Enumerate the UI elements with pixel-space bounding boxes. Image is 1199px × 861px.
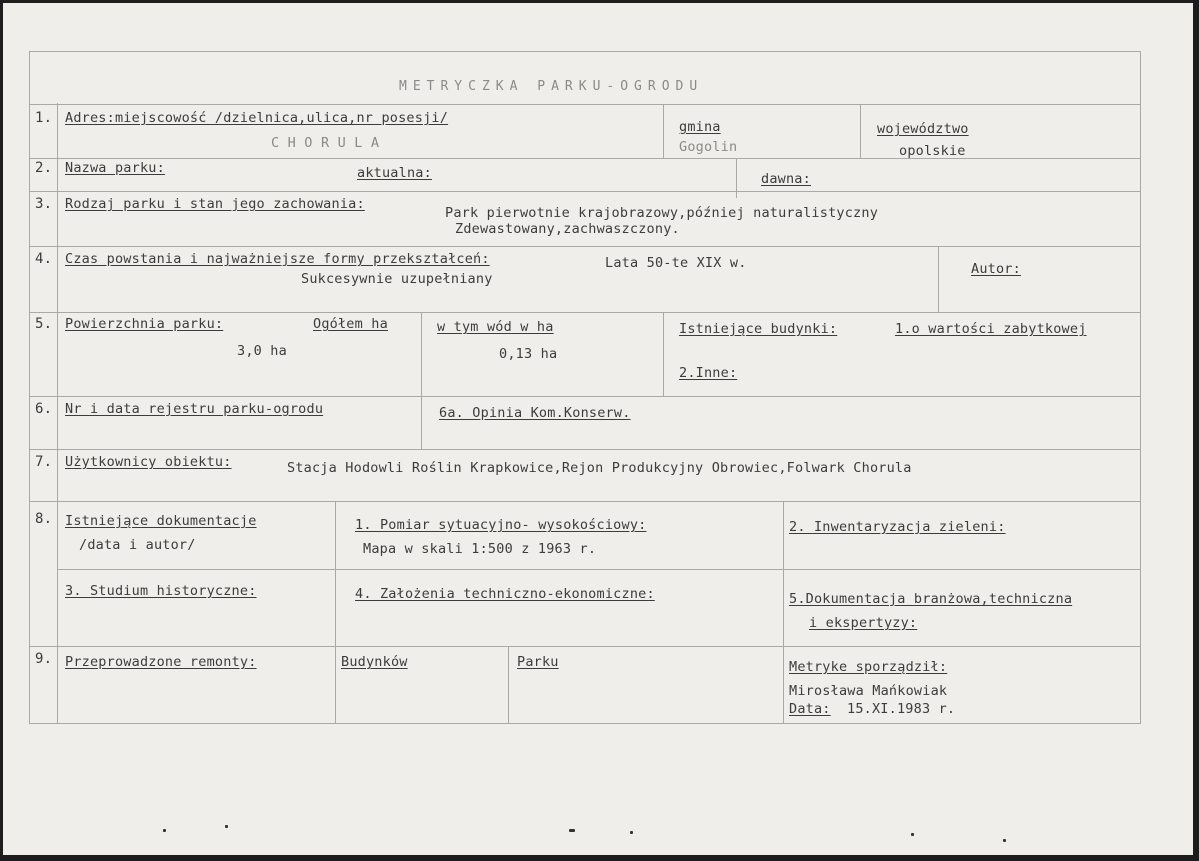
rule <box>783 501 784 723</box>
row-number: 3. <box>35 196 53 212</box>
branch-docs-label: 5.Dokumentacja branżowa,techniczna <box>789 591 1073 607</box>
date-value: 15.XI.1983 r. <box>847 701 956 717</box>
row-number: 7. <box>35 454 53 470</box>
survey-label: 1. Pomiar sytuacyjno- wysokościowy: <box>355 517 647 533</box>
assumptions-label: 4. Założenia techniczno-ekonomiczne: <box>355 586 655 602</box>
users-value: Stacja Hodowli Roślin Krapkowice,Rejon Produkcyjny Obrowiec,Folwark Chorula <box>287 460 912 476</box>
row-number: 1. <box>35 110 53 126</box>
total-area-label: Ogółem ha <box>313 316 388 332</box>
rule <box>860 104 861 158</box>
buildings-column-label: Budynków <box>341 654 408 670</box>
speck <box>911 833 914 836</box>
rule <box>736 158 737 198</box>
rule <box>335 501 336 723</box>
rule <box>29 191 1141 192</box>
rule <box>29 158 1141 159</box>
other-buildings-label: 2.Inne: <box>679 365 738 381</box>
rule <box>29 51 1141 52</box>
rule <box>29 501 1141 502</box>
rule <box>29 104 1141 105</box>
rule <box>29 246 1141 247</box>
period-value: Lata 50-te XIX w. <box>605 255 747 271</box>
rule <box>29 51 30 723</box>
speck <box>630 831 633 834</box>
park-type-label: Rodzaj parku i stan jego zachowania: <box>65 196 365 212</box>
water-area-label: w tym wód w ha <box>437 319 554 335</box>
documentation-label: Istniejące dokumentacje <box>65 513 257 529</box>
rule <box>29 312 1141 313</box>
form-title: METRYCZKA PARKU-OGRODU <box>399 79 704 94</box>
row-number: 9. <box>35 651 53 667</box>
speck <box>1003 839 1006 842</box>
register-label: Nr i data rejestru parku-ogrodu <box>65 401 324 417</box>
documentation-sub: /data i autor/ <box>79 537 196 553</box>
expertise-label: i ekspertyzy: <box>809 615 918 631</box>
total-area-value: 3,0 ha <box>237 343 287 359</box>
rule <box>663 104 664 158</box>
row-number: 8. <box>35 511 53 527</box>
survey-value: Mapa w skali 1:500 z 1963 r. <box>363 541 597 557</box>
rule <box>1140 51 1141 723</box>
rule <box>29 396 1141 397</box>
period-label: Czas powstania i najważniejsze formy przekształceń: <box>65 251 490 267</box>
period-note: Sukcesywnie uzupełniany <box>301 271 493 287</box>
preparer-name: Mirosława Mańkowiak <box>789 683 948 699</box>
row-number: 6. <box>35 401 53 417</box>
users-label: Użytkownicy obiektu: <box>65 454 232 470</box>
conservator-opinion-label: 6a. Opinia Kom.Konserw. <box>439 405 631 421</box>
repairs-label: Przeprowadzone remonty: <box>65 654 257 670</box>
current-name-label: aktualna: <box>357 165 432 181</box>
water-area-value: 0,13 ha <box>499 346 558 362</box>
rule <box>938 246 939 312</box>
date-label: Data: <box>789 701 831 717</box>
inventory-label: 2. Inwentaryzacja zieleni: <box>789 519 1006 535</box>
rule <box>508 646 509 723</box>
row-number: 4. <box>35 251 53 267</box>
buildings-label: Istniejące budynki: <box>679 321 838 337</box>
park-column-label: Parku <box>517 654 559 670</box>
park-type-value: Park pierwotnie krajobrazowy,później naturalistyczny <box>445 205 879 221</box>
row-number: 5. <box>35 316 53 332</box>
speck <box>569 829 575 832</box>
speck <box>225 825 228 828</box>
rule <box>663 312 664 396</box>
rule <box>29 449 1141 450</box>
prepared-by-label: Metryke sporządził: <box>789 659 948 675</box>
author-label: Autor: <box>971 261 1021 277</box>
park-condition-value: Zdewastowany,zachwaszczony. <box>455 221 680 237</box>
historic-buildings-label: 1.o wartości zabytkowej <box>895 321 1087 337</box>
voivodeship-label: województwo <box>877 121 969 137</box>
rule <box>29 646 1141 647</box>
area-label: Powierzchnia parku: <box>65 316 224 332</box>
gmina-value: Gogolin <box>679 139 738 155</box>
former-name-label: dawna: <box>761 171 811 187</box>
park-name-label: Nazwa parku: <box>65 160 165 176</box>
row-number: 2. <box>35 160 53 176</box>
gmina-label: gmina <box>679 119 721 135</box>
history-study-label: 3. Studium historyczne: <box>65 583 257 599</box>
locality-value: C H O R U L A <box>271 135 380 151</box>
voivodeship-value: opolskie <box>899 143 966 159</box>
rule <box>29 723 1141 724</box>
card-edge-bottom <box>0 855 1199 861</box>
speck <box>163 829 166 832</box>
rule <box>57 103 58 723</box>
card-edge-right <box>1193 0 1199 861</box>
rule <box>57 569 1141 570</box>
rule <box>421 312 422 449</box>
address-label: Adres:miejscowość /dzielnica,ulica,nr posesji/ <box>65 110 449 126</box>
